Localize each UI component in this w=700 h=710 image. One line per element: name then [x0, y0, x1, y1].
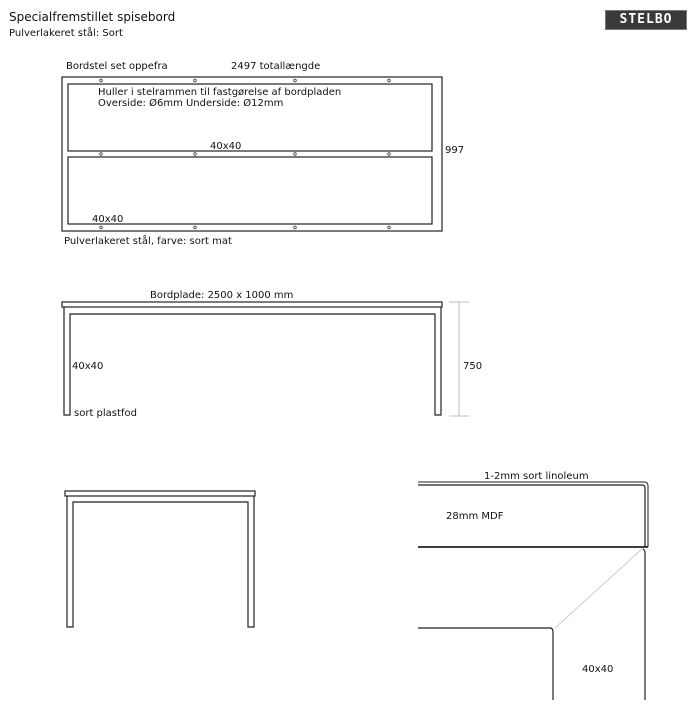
profile-label-mid: 40x40 [210, 141, 242, 152]
profile-label-bottom: 40x40 [92, 214, 124, 225]
top-view-label: Bordstel set oppefra [66, 61, 168, 72]
tabletop-label: Bordplade: 2500 x 1000 mm [150, 290, 294, 301]
holes-note-line1: Huller i stelrammen til fastgørelse af bordpladen [98, 87, 342, 98]
detail-profile-label: 40x40 [582, 664, 614, 675]
tabletop [62, 302, 442, 307]
height-dimension [449, 302, 469, 416]
drawing-title: Specialfremstillet spisebord [9, 10, 176, 24]
total-length-label: 2497 totallængde [231, 61, 321, 72]
height-label: 750 [463, 361, 483, 372]
finish-label: Pulverlakeret stål, farve: sort mat [64, 236, 232, 247]
foot-label: sort plastfod [74, 408, 137, 419]
legs-end [67, 496, 254, 627]
drawing-subtitle: Pulverlakeret stål: Sort [9, 28, 123, 39]
mdf-label: 28mm MDF [446, 511, 504, 522]
tabletop-end [65, 491, 255, 496]
side-profile-label: 40x40 [72, 361, 104, 372]
side-view [62, 302, 442, 415]
width-label: 997 [445, 145, 465, 156]
end-view [65, 491, 255, 627]
linoleum-label: 1-2mm sort linoleum [484, 471, 589, 482]
legs-and-rail [64, 307, 441, 415]
stelbo-logo: STELBO [605, 10, 687, 30]
holes-note-line2: Overside: Ø6mm Underside: Ø12mm [98, 98, 284, 109]
